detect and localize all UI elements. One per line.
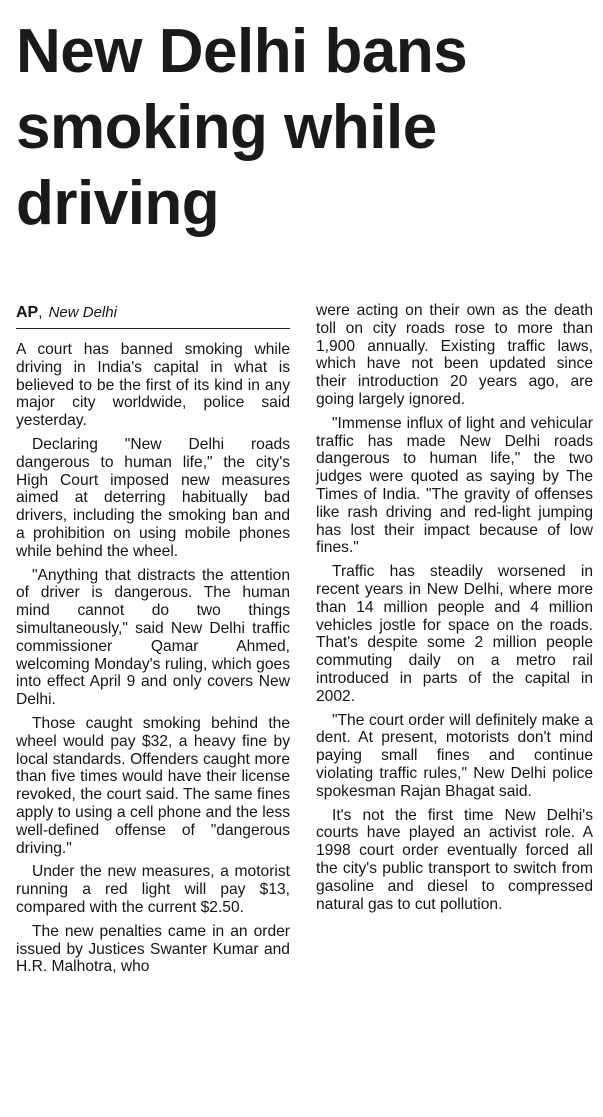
- article-paragraph: The new penalties came in an order issued by Justices Swanter Kumar and H.R. Malhotra, who: [16, 922, 290, 976]
- byline-location: New Delhi: [48, 304, 117, 321]
- headline: New Delhi bans smoking while driving: [16, 17, 468, 238]
- article-paragraph: Traffic has steadily worsened in recent years in New Delhi, where more than 14 million people and 4 million vehicles jostle for space on the roads. That's despite some 2 million people commuting daily on a metro rail introduced in parts of the capital in 2002.: [316, 563, 593, 705]
- article-column-left: [16, 302, 290, 982]
- byline: AP, New Delhi: [16, 302, 290, 329]
- article-paragraph: Those caught smoking behind the wheel would pay $32, a heavy fine by local standards. Offenders caught more than five times would have their license revoked, the court said. The same fines apply to using a cell phone and the less well-defined offense of "dangerous driving.": [16, 714, 290, 857]
- article-paragraph: were acting on their own as the death toll on city roads rose to more than 1,900 annually. Existing traffic laws, which have not been updated since their introduction 20 years ago, are going largely ignored.: [316, 302, 593, 408]
- article-paragraph: A court has banned smoking while driving in India's capital in what is believed to be the first of its kind in any major city worldwide, police said yesterday.: [16, 341, 290, 430]
- article-column-right: [316, 302, 593, 919]
- article-paragraph: "Immense influx of light and vehicular traffic has made New Delhi roads dangerous to human life," the two judges were quoted as saying by The Times of India. "The gravity of offenses like rash driving and red-light jumping has lost their impact because of low fines.": [316, 414, 593, 557]
- article-paragraph: Declaring "New Delhi roads dangerous to human life," the city's High Court imposed new measures aimed at deterring habitually bad drivers, including the smoking ban and a prohibition on using mobile phones while behind the wheel.: [16, 435, 290, 560]
- byline-source: AP: [16, 304, 39, 321]
- article-paragraph: "Anything that distracts the attention of driver is dangerous. The human mind cannot do two things simultaneously," said New Delhi traffic commissioner Qamar Ahmed, welcoming Monday's ruling, which goes into effect April 9 and only covers New Delhi.: [16, 566, 290, 709]
- article-paragraph: Under the new measures, a motorist running a red light will pay $13, compared with the current $2.50.: [16, 863, 290, 916]
- article-paragraph: It's not the first time New Delhi's courts have played an activist role. A 1998 court order eventually forced all the city's public transport to switch from gasoline and diesel to compressed natural gas to cut pollution.: [316, 806, 593, 913]
- article-paragraph: "The court order will definitely make a dent. At present, motorists don't mind paying small fines and continue violating traffic rules," New Delhi police spokesman Rajan Bhagat said.: [316, 711, 593, 800]
